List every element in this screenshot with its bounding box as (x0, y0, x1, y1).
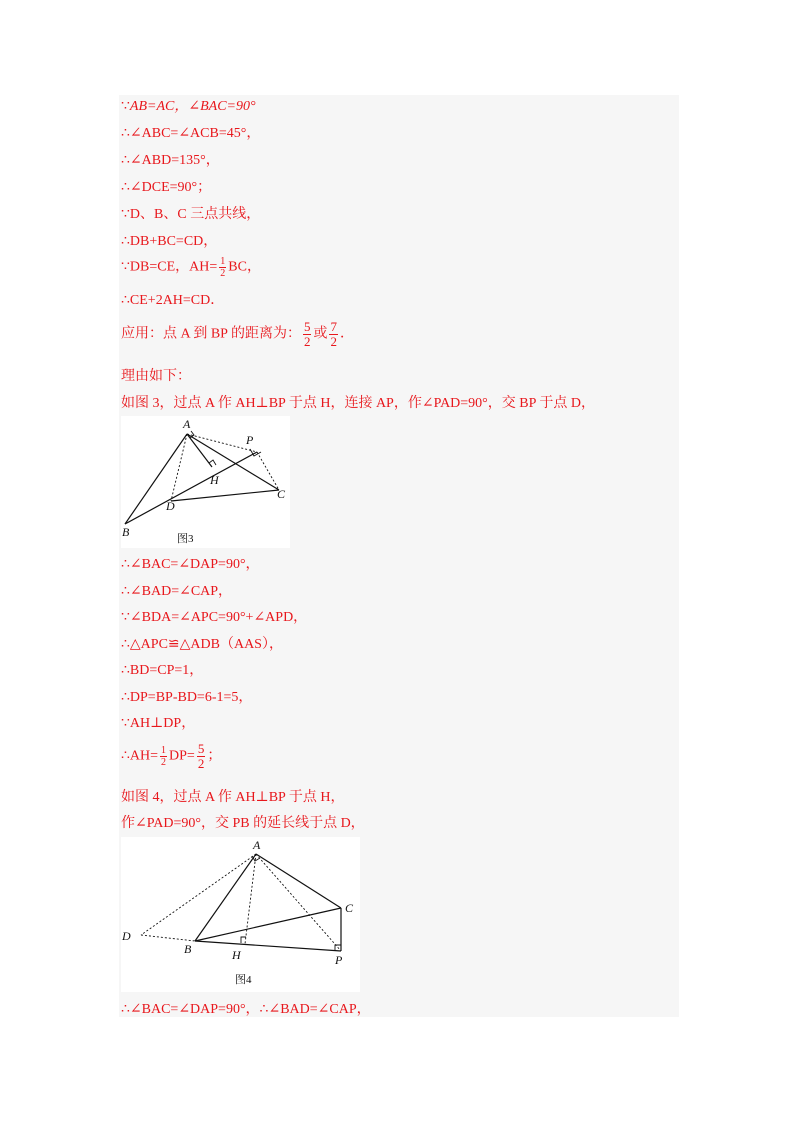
fraction-five-halves-2: $\frac{5}{2}$ (197, 741, 205, 771)
line-7-a: ∵DB=CE，AH= (121, 259, 218, 275)
fig4-caption: 图4 (235, 974, 252, 986)
fig3-caption: 图3 (177, 533, 194, 545)
line-17: ∴DP=BP-BD=6-1=5， (121, 690, 253, 705)
or-word: 或 (313, 326, 328, 342)
fraction-half-2: $\frac{1}{2}$ (161, 745, 167, 768)
line-11: 如图 3，过点 A 作 AH⊥BP 于点 H，连接 AP，作∠PAD=90°，交 BP 于点 D， (121, 396, 595, 411)
line-9: 应用：点 A 到 BP 的距离为： $\frac{5}{2}$ 或 $\frac{7}{2}$ ． (121, 319, 354, 349)
line-12: ∴∠BAC=∠DAP=90°， (121, 557, 260, 572)
line-6: ∴DB+BC=CD， (121, 234, 218, 249)
line-7-b: BC， (228, 259, 261, 275)
because-symbol: ∵ (121, 99, 130, 114)
fig4-label-a: A (253, 838, 261, 852)
line-15: ∴△APC≌△ADB（AAS）， (121, 637, 283, 652)
fig4-label-h: H (232, 948, 241, 962)
line-13: ∴∠BAD=∠CAP， (121, 584, 233, 599)
fig4-label-d: D (122, 929, 131, 943)
line-10: 理由如下： (121, 369, 191, 384)
fig4-label-c: C (345, 901, 354, 915)
line-21: 作∠PAD=90°，交 PB 的延长线于点 D， (121, 816, 365, 831)
line-1 (121, 98, 256, 116)
line-19-b: DP= (169, 748, 195, 764)
figure-3-diagram (121, 416, 290, 548)
fig3-label-d: D (166, 499, 175, 513)
line-4: ∴∠DCE=90°； (121, 180, 212, 195)
line-18: ∵AH⊥DP， (121, 716, 196, 731)
line-20: 如图 4，过点 A 作 AH⊥BP 于点 H， (121, 790, 345, 805)
line-5: ∵D、B、C 三点共线， (121, 207, 261, 222)
line-8: ∴CE+2AH=CD． (121, 293, 225, 308)
fig3-label-c: C (277, 487, 286, 501)
fig3-label-p: P (246, 433, 254, 447)
fraction-half: $\frac{1}{2}$ (220, 256, 226, 279)
line-19-a: ∴AH= (121, 748, 159, 764)
figure-3 (121, 416, 290, 548)
line-16: ∴BD=CP=1， (121, 663, 204, 678)
line-9-a: 应用：点 A 到 BP 的距离为： (121, 326, 301, 342)
line-1-text: AB=AC，∠BAC=90° (129, 99, 256, 114)
line-2: ∴∠ABC=∠ACB=45°， (121, 126, 261, 141)
line-3: ∴∠ABD=135°， (121, 153, 220, 168)
line-19: ∴AH= $\frac{1}{2}$ DP= $\frac{5}{2}$ ； (121, 741, 222, 771)
figure-4 (121, 837, 360, 992)
fig3-label-b: B (122, 525, 130, 539)
fraction-seven-halves: $\frac{7}{2}$ (330, 319, 337, 349)
fraction-five-halves: $\frac{5}{2}$ (303, 319, 311, 349)
line-7 (121, 256, 261, 279)
fig4-label-b: B (184, 942, 192, 956)
figure-4-diagram (121, 837, 360, 992)
line-14: ∵∠BDA=∠APC=90°+∠APD， (121, 610, 308, 625)
fig4-label-p: P (335, 953, 343, 967)
fig3-label-h: H (210, 473, 219, 487)
fig3-label-a: A (183, 417, 191, 431)
line-22: ∴∠BAC=∠DAP=90°，∴∠BAD=∠CAP， (121, 1002, 371, 1017)
